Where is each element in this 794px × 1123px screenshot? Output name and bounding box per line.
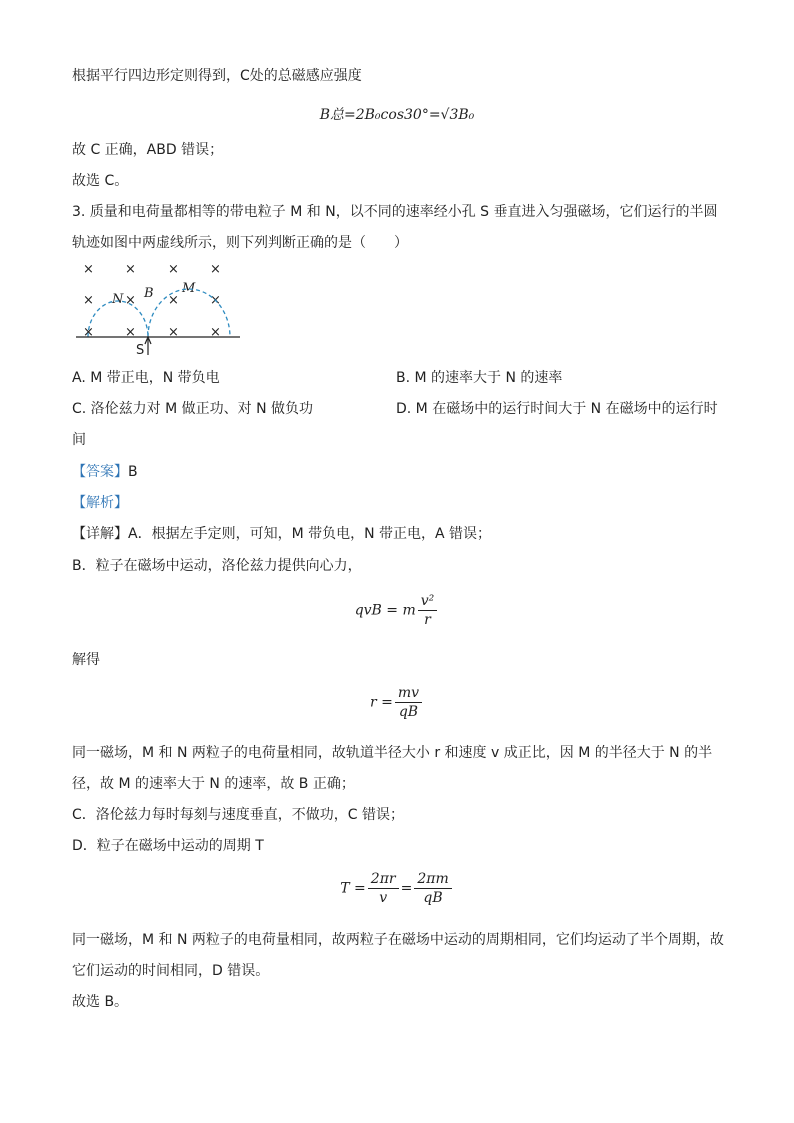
magnetic-field-figure xyxy=(70,255,310,365)
formula1-num: v² xyxy=(418,592,438,611)
question-number: 3. xyxy=(72,204,86,220)
detail-A-line xyxy=(72,524,491,544)
formula3-num2: 2πm xyxy=(414,870,451,889)
choice-text: 故选 C。 xyxy=(72,173,129,189)
label-N: N xyxy=(112,292,124,307)
formula2-num: mv xyxy=(395,684,422,703)
conclusion-text: 故 C 正确，ABD 错误； xyxy=(72,142,224,158)
option-D-cont: 间 xyxy=(72,432,86,448)
answer-line xyxy=(72,462,138,482)
final-choice: 故选 B。 xyxy=(72,994,129,1010)
field-cross: × xyxy=(168,293,179,308)
formula3-num1: 2πr xyxy=(368,870,399,889)
analysis-heading xyxy=(72,493,128,513)
field-cross: × xyxy=(83,293,94,308)
formula-period xyxy=(0,870,794,907)
para-D-line1: 同一磁场，M 和 N 两粒子的电荷量相同，故两粒子在磁场中运动的周期相同，它们均运动了半个周期，故 xyxy=(72,932,724,948)
detail-C: C．洛伦兹力每时每刻与速度垂直，不做功，C 错误； xyxy=(72,807,404,823)
formula-radius xyxy=(0,684,794,721)
field-cross: × xyxy=(210,293,221,308)
field-cross: × xyxy=(125,293,136,308)
option-D: D. M 在磁场中的运行时间大于 N 在磁场中的运行时 xyxy=(396,401,718,417)
formula2-den: qB xyxy=(398,704,419,720)
field-cross: × xyxy=(210,262,221,277)
field-cross: × xyxy=(210,325,221,340)
formula3-fraction1 xyxy=(368,870,399,907)
formula1-fraction xyxy=(418,592,438,629)
detail-label: 【详解】 xyxy=(72,526,128,542)
formula2-left: r = xyxy=(369,694,393,711)
formula1-den: r xyxy=(424,612,431,628)
formula3-eq: = xyxy=(400,880,413,897)
formula3-den1: v xyxy=(379,890,388,906)
field-cross: × xyxy=(125,325,136,340)
option-C: C. 洛伦兹力对 M 做正功、对 N 做负功 xyxy=(72,401,314,417)
intro-line: 根据平行四边形定则得到，C处的总磁感应强度 xyxy=(72,68,362,84)
analysis-label: 【解析】 xyxy=(72,495,128,511)
formula-b-total: B总=2B₀cos30°=√3B₀ xyxy=(319,107,475,123)
question-text: 质量和电荷量都相等的带电粒子 M 和 N，以不同的速率经小孔 S 垂直进入匀强磁场，它们运行的半圆 xyxy=(89,204,718,220)
label-S: S xyxy=(136,343,145,358)
detail-B: B．粒子在磁场中运动，洛伦兹力提供向心力， xyxy=(72,558,362,574)
para-B-line2: 径，故 M 的速率大于 N 的速率，故 B 正确； xyxy=(72,776,355,792)
option-A: A. M 带正电，N 带负电 xyxy=(72,370,220,386)
field-cross: × xyxy=(168,262,179,277)
para-B-line1: 同一磁场，M 和 N 两粒子的电荷量相同，故轨道半径大小 r 和速度 v 成正比，因 M 的半径大于 N 的半 xyxy=(72,745,713,761)
field-cross: × xyxy=(125,262,136,277)
detail-D: D．粒子在磁场中运动的周期 T xyxy=(72,838,264,854)
para-D-line2: 它们运动的时间相同，D 错误。 xyxy=(72,963,270,979)
question-stem-line2: 轨迹如图中两虚线所示，则下列判断正确的是（ ） xyxy=(72,235,408,251)
field-cross: × xyxy=(168,325,179,340)
solve-text: 解得 xyxy=(72,652,100,668)
answer-value: B xyxy=(128,464,138,480)
answer-label: 【答案】 xyxy=(72,464,128,480)
label-B: B xyxy=(144,286,154,301)
formula3-left: T = xyxy=(340,880,366,897)
question-stem-line1 xyxy=(72,202,718,222)
label-M: M xyxy=(182,281,196,296)
detail-A: A．根据左手定则，可知，M 带负电，N 带正电，A 错误； xyxy=(128,526,492,542)
field-cross: × xyxy=(83,262,94,277)
formula-centripetal xyxy=(0,592,794,629)
formula1-left: qvB = m xyxy=(354,602,416,619)
option-B: B. M 的速率大于 N 的速率 xyxy=(396,370,563,386)
formula3-den2: qB xyxy=(423,890,443,906)
field-cross: × xyxy=(83,325,94,340)
formula3-fraction2 xyxy=(414,870,451,907)
formula2-fraction xyxy=(395,684,422,721)
